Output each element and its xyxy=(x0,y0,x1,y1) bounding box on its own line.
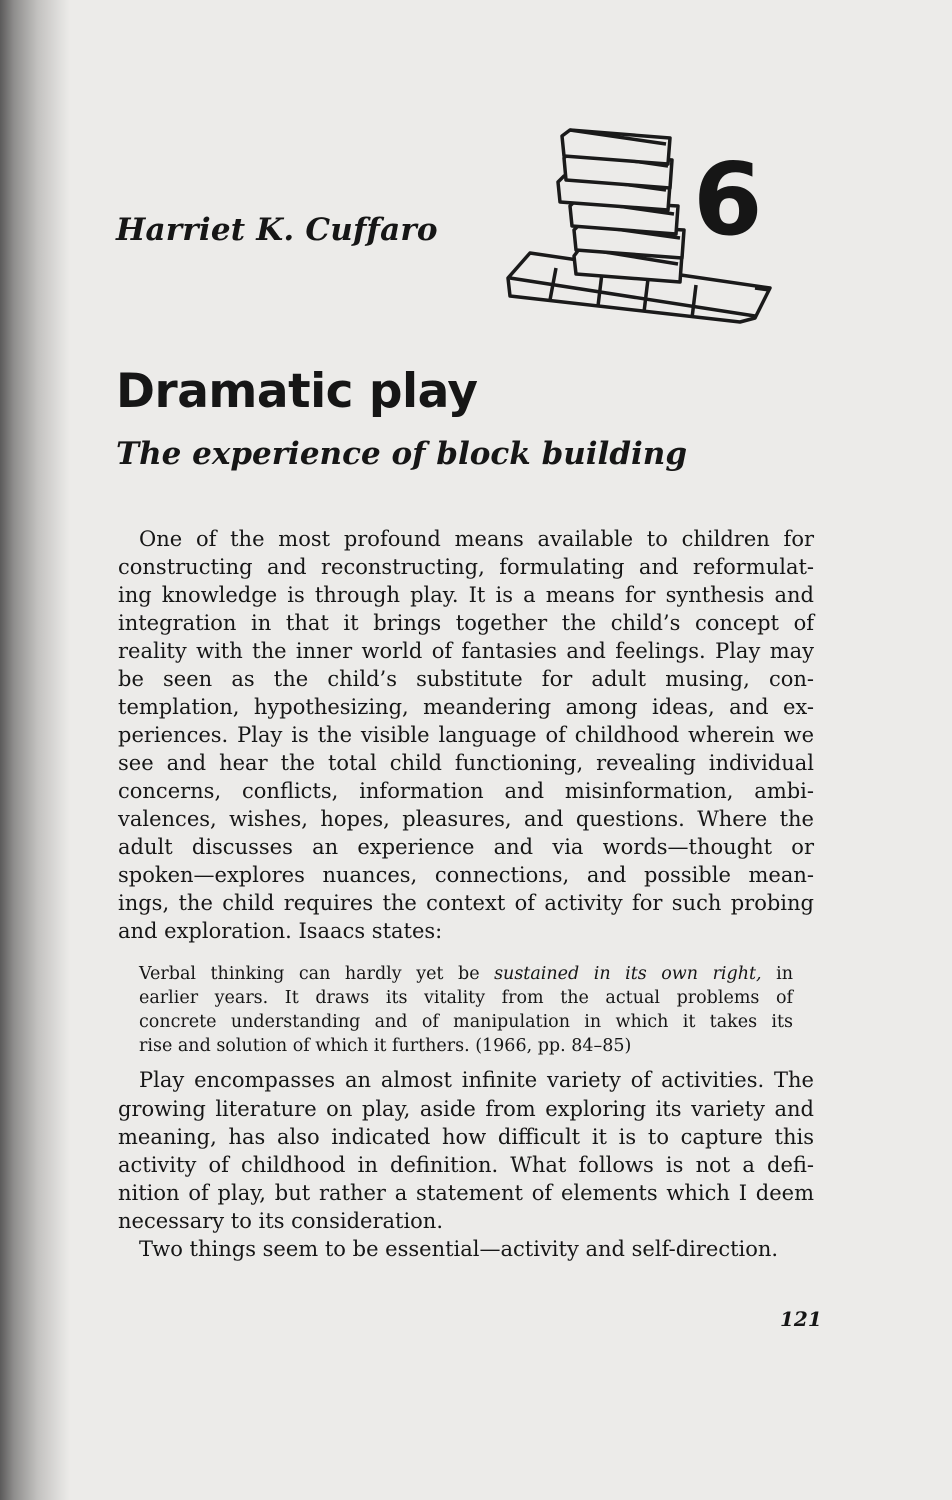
paragraph-2-line: Play encompasses an almost infinite variety of activities. The xyxy=(139,1068,814,1092)
paragraph-1-line: One of the most profound means available to children for xyxy=(139,527,814,551)
paragraph-1-line: valences, wishes, hopes, pleasures, and questions. Where the xyxy=(118,807,814,831)
paragraph-1-line: see and hear the total child functioning, revealing individual xyxy=(118,751,814,775)
paragraph-2-line: nition of play, but rather a statement of elements which I deem xyxy=(118,1181,814,1205)
chapter-subtitle: The experience of block building xyxy=(116,436,688,472)
chapter-author: Harriet K. Cuffaro xyxy=(116,212,438,248)
block-quote-line: rise and solution of which it furthers. (1966, pp. 84–85) xyxy=(139,1036,632,1056)
paragraph-1-line: ings, the child requires the context of activity for such probing xyxy=(118,891,814,915)
page-number: 121 xyxy=(780,1307,822,1331)
quote-emphasis: sustained in its own right, xyxy=(494,964,762,984)
block-quote-line: earlier years. It draws its vitality from the actual problems of xyxy=(139,988,793,1008)
chapter-number: 6 xyxy=(693,141,763,258)
paragraph-1-line: be seen as the child’s substitute for adult musing, con- xyxy=(118,667,814,691)
paragraph-1-line: spoken—explores nuances, connections, and possible mean- xyxy=(118,863,814,887)
paragraph-2-line: meaning, has also indicated how difficult it is to capture this xyxy=(118,1125,814,1149)
paragraph-1-line: integration in that it brings together the child’s concept of xyxy=(118,611,814,635)
quote-text: in xyxy=(761,964,794,984)
block-quote-line xyxy=(139,962,793,987)
paragraph-3-line: Two things seem to be essential—activity and self-direction. xyxy=(139,1237,779,1261)
quote-text: Verbal thinking can hardly yet be xyxy=(139,964,495,984)
paragraph-1-line: constructing and reconstructing, formulating and reformulat- xyxy=(118,555,814,579)
paragraph-1-line: adult discusses an experience and via words—thought or xyxy=(118,835,814,859)
paragraph-1-line: reality with the inner world of fantasies and feelings. Play may xyxy=(118,639,814,663)
paragraph-1-line: concerns, conflicts, information and misinformation, ambi- xyxy=(118,779,814,803)
chapter-title: Dramatic play xyxy=(116,364,478,419)
paragraph-2-line: growing literature on play, aside from exploring its variety and xyxy=(118,1097,814,1121)
paragraph-1-line: periences. Play is the visible language of childhood wherein we xyxy=(118,723,814,747)
paragraph-1-line: templation, hypothesizing, meandering among ideas, and ex- xyxy=(118,695,814,719)
paragraph-2-line: activity of childhood in definition. What follows is not a defi- xyxy=(118,1153,814,1177)
block-quote-line: concrete understanding and of manipulation in which it takes its xyxy=(139,1012,793,1032)
paragraph-1-line: ing knowledge is through play. It is a means for synthesis and xyxy=(118,583,814,607)
paragraph-1-line: and exploration. Isaacs states: xyxy=(118,919,443,943)
paragraph-2-line: necessary to its consideration. xyxy=(118,1209,444,1233)
